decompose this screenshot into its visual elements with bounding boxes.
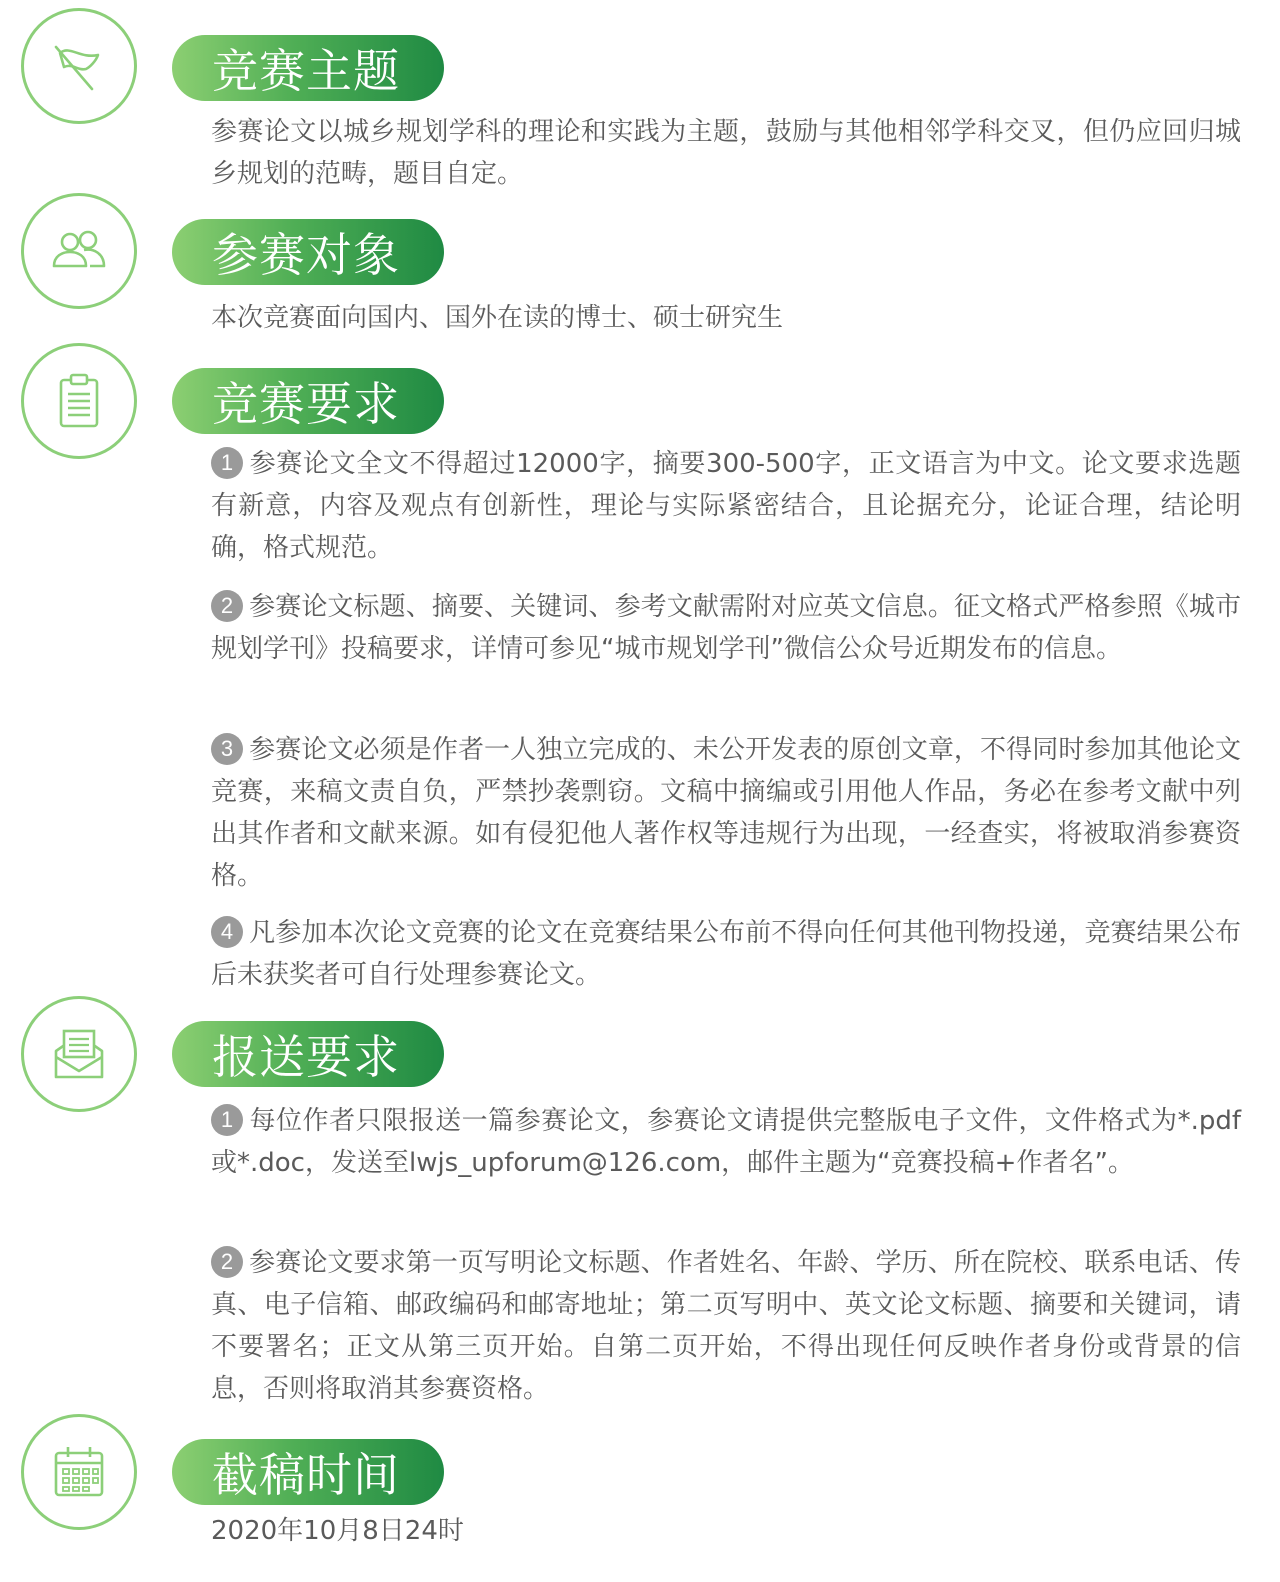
flag-icon bbox=[46, 33, 112, 99]
calendar-icon-circle bbox=[21, 1414, 137, 1530]
list-item bbox=[211, 1242, 1241, 1410]
list-item bbox=[211, 729, 1241, 897]
item-number-badge: 1 bbox=[211, 447, 243, 479]
mail-icon bbox=[46, 1021, 112, 1087]
clipboard-icon bbox=[46, 368, 112, 434]
section-title: 竞赛主题 bbox=[172, 35, 444, 101]
section-title: 截稿时间 bbox=[172, 1439, 444, 1505]
item-number-badge: 4 bbox=[211, 916, 243, 948]
section-text: 参赛论文以城乡规划学科的理论和实践为主题，鼓励与其他相邻学科交叉，但仍应回归城乡规划的范畴，题目自定。 bbox=[211, 117, 1241, 189]
section-title: 参赛对象 bbox=[172, 219, 444, 285]
people-icon-circle bbox=[21, 193, 137, 309]
item-number-badge: 2 bbox=[211, 590, 243, 622]
item-number-badge: 1 bbox=[211, 1104, 243, 1136]
people-icon bbox=[46, 218, 112, 284]
item-text: 参赛论文标题、摘要、关键词、参考文献需附对应英文信息。征文格式严格参照《城市规划学刊》投稿要求，详情可参见“城市规划学刊”微信公众号近期发布的信息。 bbox=[211, 592, 1241, 664]
mail-icon-circle bbox=[21, 996, 137, 1112]
clipboard-icon-circle bbox=[21, 343, 137, 459]
item-number-badge: 3 bbox=[211, 733, 243, 765]
section-title: 报送要求 bbox=[172, 1021, 444, 1087]
list-item bbox=[211, 586, 1241, 670]
list-item bbox=[211, 912, 1241, 996]
deadline-text: 2020年10月8日24时 bbox=[211, 1516, 464, 1546]
item-text: 凡参加本次论文竞赛的论文在竞赛结果公布前不得向任何其他刊物投递，竞赛结果公布后未获奖者可自行处理参赛论文。 bbox=[211, 918, 1241, 990]
item-text: 参赛论文必须是作者一人独立完成的、未公开发表的原创文章，不得同时参加其他论文竞赛，来稿文责自负，严禁抄袭剽窃。文稿中摘编或引用他人作品，务必在参考文献中列出其作者和文献来源。如有侵犯他人著作权等违规行为出现，一经查实，将被取消参赛资格。 bbox=[211, 735, 1241, 891]
section-title: 竞赛要求 bbox=[172, 368, 444, 434]
calendar-icon bbox=[46, 1439, 112, 1505]
section-text: 本次竞赛面向国内、国外在读的博士、硕士研究生 bbox=[211, 303, 784, 333]
item-number-badge: 2 bbox=[211, 1246, 243, 1278]
item-text: 参赛论文全文不得超过12000字，摘要300-500字，正文语言为中文。论文要求选题有新意，内容及观点有创新性，理论与实际紧密结合，且论据充分，论证合理，结论明确，格式规范。 bbox=[211, 449, 1241, 563]
item-text: 参赛论文要求第一页写明论文标题、作者姓名、年龄、学历、所在院校、联系电话、传真、电子信箱、邮政编码和邮寄地址；第二页写明中、英文论文标题、摘要和关键词，请不要署名；正文从第三页开始。自第二页开始，不得出现任何反映作者身份或背景的信息，否则将取消其参赛资格。 bbox=[211, 1248, 1241, 1404]
item-text: 每位作者只限报送一篇参赛论文，参赛论文请提供完整版电子文件，文件格式为*.pdf或*.doc，发送至lwjs_upforum@126.com，邮件主题为“竞赛投稿+作者名”。 bbox=[211, 1106, 1241, 1178]
flag-icon-circle bbox=[21, 8, 137, 124]
list-item bbox=[211, 443, 1241, 569]
list-item bbox=[211, 1100, 1241, 1184]
